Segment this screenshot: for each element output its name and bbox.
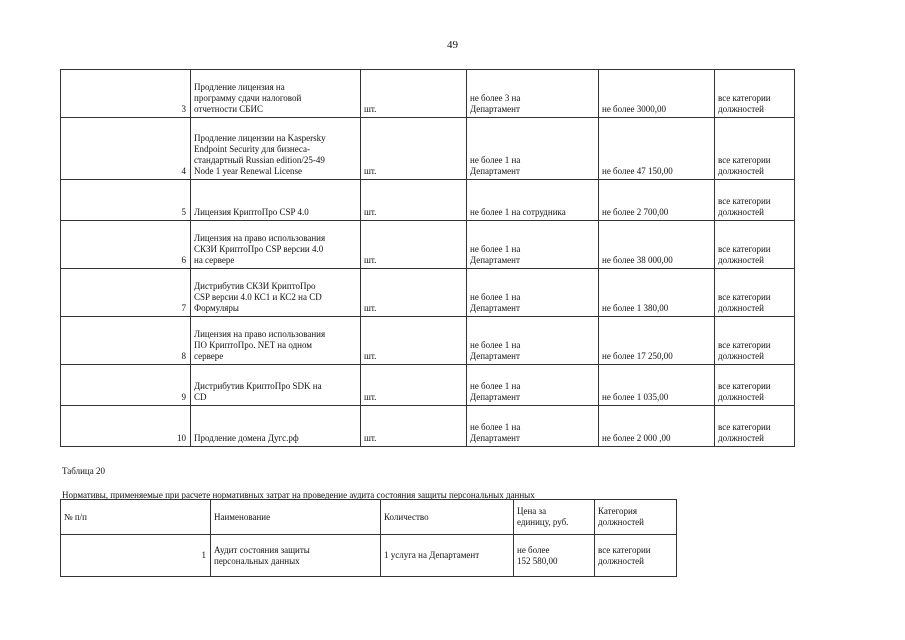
cell-qty: не более 1 на Департамент xyxy=(467,221,599,269)
cell-num: 10 xyxy=(61,406,191,447)
cell-qty: не более 1 на Департамент xyxy=(467,118,599,180)
page-number: 49 xyxy=(447,39,458,51)
table-row xyxy=(61,406,795,447)
cell-name: Лицензия КриптоПро CSP 4.0 xyxy=(191,180,361,221)
row-qty: 1 услуга на Департамент xyxy=(381,535,514,577)
header-name: Наименование xyxy=(211,500,381,535)
audit-table xyxy=(60,499,677,577)
cell-price: не более 3000,00 xyxy=(599,70,715,118)
cell-qty: не более 1 на Департамент xyxy=(467,406,599,447)
cell-name: Лицензия на право использования СКЗИ КриптоПро CSP версии 4.0 на сервере xyxy=(191,221,361,269)
cell-num: 7 xyxy=(61,269,191,317)
table-row xyxy=(61,180,795,221)
cell-unit: шт. xyxy=(361,221,467,269)
header-num: № п/п xyxy=(61,500,211,535)
cell-unit: шт. xyxy=(361,365,467,406)
cell-price: не более 1 380,00 xyxy=(599,269,715,317)
cell-name: Дистрибутив КриптоПро SDK на CD xyxy=(191,365,361,406)
cell-num: 8 xyxy=(61,317,191,365)
cell-cat: все категории должностей xyxy=(715,221,795,269)
cell-unit: шт. xyxy=(361,269,467,317)
cell-num: 4 xyxy=(61,118,191,180)
table-header-row xyxy=(61,500,677,535)
cell-qty: не более 1 на Департамент xyxy=(467,269,599,317)
cell-name: Продление лицензии на Kaspersky Endpoint Security для бизнеса- стандартный Russian edition/25-49 Node 1 year Renewal License xyxy=(191,118,361,180)
cell-name: Продление лицензия на программу сдачи налоговой отчетности СБИС xyxy=(191,70,361,118)
cell-price: не более 2 700,00 xyxy=(599,180,715,221)
cell-unit: шт. xyxy=(361,70,467,118)
table-row xyxy=(61,221,795,269)
cell-price: не более 2 000 ,00 xyxy=(599,406,715,447)
row-name: Аудит состояния защиты персональных данных xyxy=(211,535,381,577)
row-category: все категории должностей xyxy=(595,535,677,577)
cell-cat: все категории должностей xyxy=(715,406,795,447)
table-row xyxy=(61,70,795,118)
cell-price: не более 1 035,00 xyxy=(599,365,715,406)
licenses-table xyxy=(60,69,795,447)
table-caption: Таблица 20 xyxy=(62,466,105,476)
row-number: 1 xyxy=(61,535,211,577)
cell-num: 9 xyxy=(61,365,191,406)
cell-qty: не более 3 на Департамент xyxy=(467,70,599,118)
cell-name: Продление домена Дугс.рф xyxy=(191,406,361,447)
table-title: Нормативы, применяемые при расчете нормативных затрат на проведение аудита состояния защиты персональных данных xyxy=(62,490,535,500)
cell-qty: не более 1 на Департамент xyxy=(467,365,599,406)
cell-qty: не более 1 на Департамент xyxy=(467,317,599,365)
table-row xyxy=(61,317,795,365)
table-row xyxy=(61,118,795,180)
table-row xyxy=(61,365,795,406)
cell-cat: все категории должностей xyxy=(715,118,795,180)
cell-cat: все категории должностей xyxy=(715,269,795,317)
cell-cat: все категории должностей xyxy=(715,70,795,118)
cell-num: 6 xyxy=(61,221,191,269)
cell-unit: шт. xyxy=(361,317,467,365)
row-price: не более 152 580,00 xyxy=(514,535,595,577)
cell-cat: все категории должностей xyxy=(715,365,795,406)
cell-unit: шт. xyxy=(361,118,467,180)
cell-name: Дистрибутив СКЗИ КриптоПро CSP версии 4.0 КС1 и КС2 на CD Формуляры xyxy=(191,269,361,317)
cell-num: 5 xyxy=(61,180,191,221)
header-price: Цена за единицу, руб. xyxy=(514,500,595,535)
cell-price: не более 47 150,00 xyxy=(599,118,715,180)
cell-cat: все категории должностей xyxy=(715,180,795,221)
table-row xyxy=(61,535,677,577)
cell-cat: все категории должностей xyxy=(715,317,795,365)
cell-price: не более 17 250,00 xyxy=(599,317,715,365)
cell-unit: шт. xyxy=(361,180,467,221)
cell-num: 3 xyxy=(61,70,191,118)
header-qty: Количество xyxy=(381,500,514,535)
cell-name: Лицензия на право использования ПО КриптоПро. NET на одном сервере xyxy=(191,317,361,365)
cell-unit: шт. xyxy=(361,406,467,447)
cell-qty: не более 1 на сотрудника xyxy=(467,180,599,221)
header-category: Категория должностей xyxy=(595,500,677,535)
cell-price: не более 38 000,00 xyxy=(599,221,715,269)
table-row xyxy=(61,269,795,317)
